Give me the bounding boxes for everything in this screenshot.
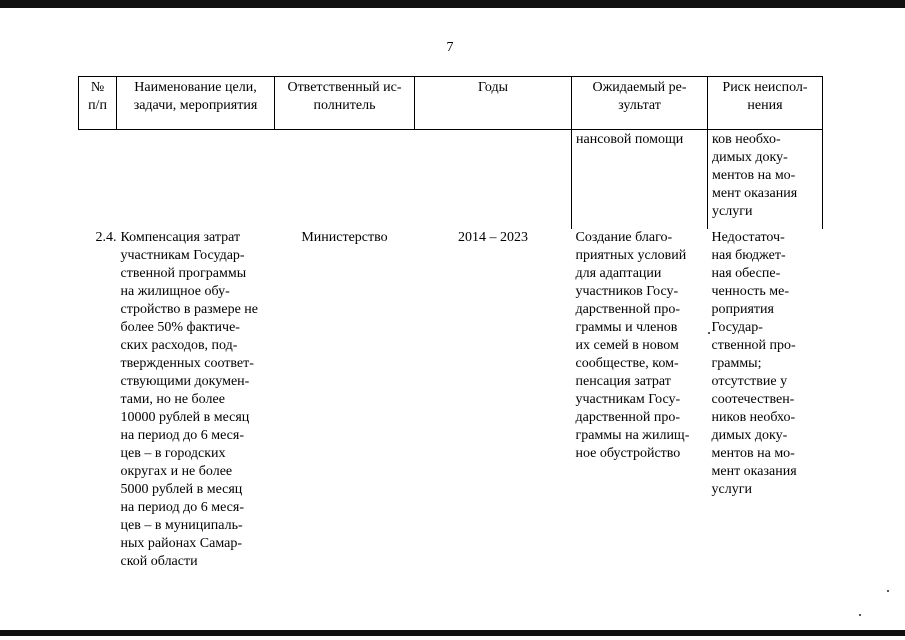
table-header-row bbox=[79, 77, 823, 130]
table-row-continued bbox=[79, 130, 823, 230]
header-number: № п/п bbox=[79, 77, 117, 130]
cell-empty bbox=[117, 130, 275, 230]
header-executor: Ответственный ис- полнитель bbox=[275, 77, 415, 130]
scan-edge-top bbox=[0, 0, 905, 8]
header-result: Ожидаемый ре- зультат bbox=[572, 77, 708, 130]
continued-result: нансовой помощи bbox=[572, 130, 708, 230]
scan-speck bbox=[859, 614, 861, 616]
table-row-2-4 bbox=[79, 229, 823, 571]
cell-empty bbox=[79, 130, 117, 230]
row-number: 2.4. bbox=[95, 230, 117, 245]
row-executor: Министерство bbox=[301, 230, 388, 245]
continued-risk: ков необхо- димых доку- ментов на мо- мент оказания услуги bbox=[708, 130, 823, 230]
row-years: 2014 – 2023 bbox=[458, 230, 528, 245]
row-risk: Недостаточ- ная бюджет- ная обеспе- ченность ме- роприятия Государ- ственной про- граммы; отсутствие у соотечествен- ников необхо- димых доку- ментов на мо- мент оказания услуги bbox=[711, 230, 797, 497]
row-result: Создание благо- приятных условий для адаптации участников Госу- дарственной про- граммы и членов их семей в новом сообществе, ком- пенсация затрат участникам Госу- дарственной про- граммы на жилищ- ное обустройство bbox=[575, 230, 690, 461]
cell-empty bbox=[275, 130, 415, 230]
program-activities-table bbox=[78, 76, 823, 571]
header-name: Наименование цели, задачи, мероприятия bbox=[117, 77, 275, 130]
header-years: Годы bbox=[415, 77, 572, 130]
scan-speck bbox=[887, 590, 889, 592]
row-name: Компенсация затрат участникам Государ- ственной программы на жилищное обу- стройство в размере не более 50% фактиче- ских расходов, под- твержденных соответ- ствующими докумен- тами, но не более 10000 рублей в месяц на период до 6 меся- цев – в городских округах и не более 5000 рублей в месяц на период до 6 меся- цев – в муниципаль- ных районах Самар- ской области bbox=[120, 230, 258, 569]
page-number: 7 bbox=[446, 40, 454, 55]
cell-empty bbox=[415, 130, 572, 230]
scan-edge-bottom bbox=[0, 630, 905, 636]
scan-speck bbox=[708, 332, 710, 334]
header-risk: Риск неиспол- нения bbox=[708, 77, 823, 130]
